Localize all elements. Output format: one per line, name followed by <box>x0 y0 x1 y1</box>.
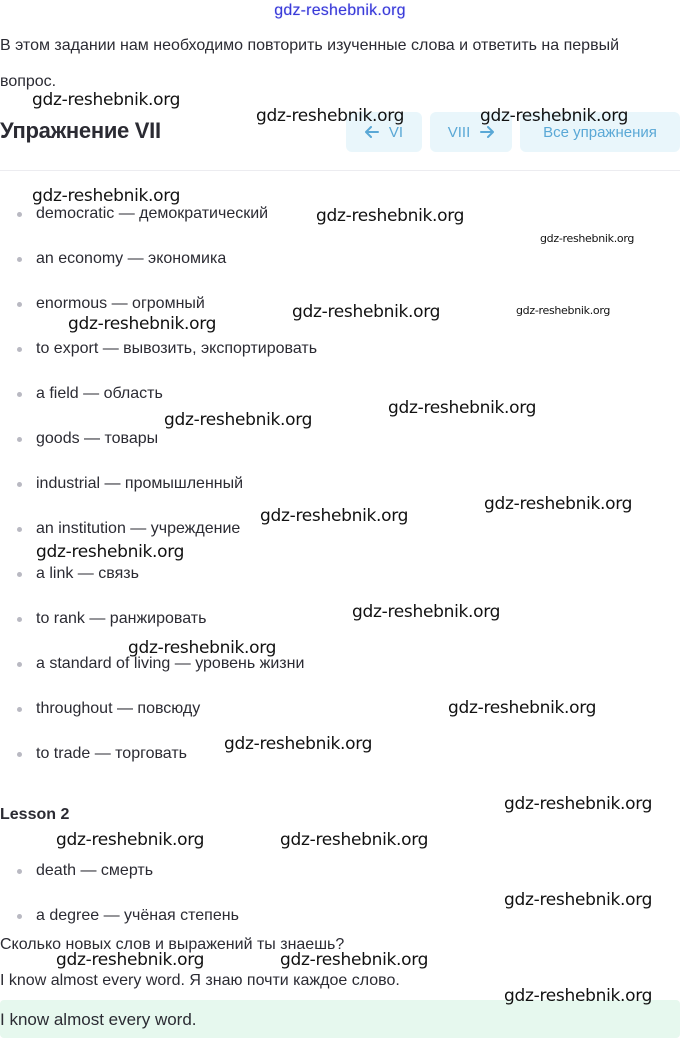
answer-text: I know almost every word. Я знаю почти каждое слово. <box>0 972 400 989</box>
watermark: gdz-reshebnik.org <box>164 410 313 430</box>
lesson-title: Lesson 2 <box>0 806 70 823</box>
watermark: gdz-reshebnik.org <box>56 830 205 850</box>
divider <box>0 170 680 171</box>
next-exercise-label: VIII <box>447 123 471 141</box>
watermark: gdz-reshebnik.org <box>388 398 537 418</box>
exercise-title: Упражнение VII <box>0 118 161 143</box>
watermark: gdz-reshebnik.org <box>260 506 409 526</box>
arrow-right-icon <box>480 126 494 138</box>
watermark: gdz-reshebnik.org <box>448 698 597 718</box>
watermark: gdz-reshebnik.org <box>540 232 635 245</box>
bullet-icon <box>17 572 22 577</box>
watermark: gdz-reshebnik.org <box>280 830 429 850</box>
bullet-icon <box>17 212 22 217</box>
watermark: gdz-reshebnik.org <box>352 602 501 622</box>
bullet-icon <box>17 437 22 442</box>
all-exercises-label: Все упражнения <box>543 123 657 141</box>
bullet-icon <box>17 707 22 712</box>
arrow-left-icon <box>365 126 379 138</box>
bullet-icon <box>17 482 22 487</box>
watermark: gdz-reshebnik.org <box>316 206 465 226</box>
prev-exercise-label: VI <box>388 123 404 141</box>
top-watermark: gdz-reshebnik.org <box>274 2 406 19</box>
watermark: gdz-reshebnik.org <box>516 304 611 317</box>
bullet-icon <box>17 752 22 757</box>
bullet-icon <box>17 662 22 667</box>
intro-text: В этом задании нам необходимо повторить изученные слова и ответить на первый вопрос. <box>0 37 619 90</box>
bullet-icon <box>17 347 22 352</box>
watermark: gdz-reshebnik.org <box>32 186 181 206</box>
bullet-icon <box>17 527 22 532</box>
watermark: gdz-reshebnik.org <box>56 950 205 970</box>
bullet-icon <box>17 914 22 919</box>
bullet-icon <box>17 257 22 262</box>
bullet-icon <box>17 302 22 307</box>
watermark: gdz-reshebnik.org <box>128 638 277 658</box>
watermark: gdz-reshebnik.org <box>32 90 181 110</box>
bullet-icon <box>17 617 22 622</box>
bullet-icon <box>17 392 22 397</box>
watermark: gdz-reshebnik.org <box>484 494 633 514</box>
watermark: gdz-reshebnik.org <box>504 986 653 1006</box>
watermark: gdz-reshebnik.org <box>480 106 629 126</box>
watermark: gdz-reshebnik.org <box>280 950 429 970</box>
watermark: gdz-reshebnik.org <box>224 734 373 754</box>
watermark: gdz-reshebnik.org <box>68 314 217 334</box>
watermark: gdz-reshebnik.org <box>292 302 441 322</box>
bullet-icon <box>17 869 22 874</box>
question-text: Сколько новых слов и выражений ты знаешь? <box>0 936 345 953</box>
answer-box-text: I know almost every word. <box>0 1010 197 1029</box>
watermark: gdz-reshebnik.org <box>504 890 653 910</box>
watermark: gdz-reshebnik.org <box>504 794 653 814</box>
watermark: gdz-reshebnik.org <box>256 106 405 126</box>
watermark: gdz-reshebnik.org <box>36 542 185 562</box>
